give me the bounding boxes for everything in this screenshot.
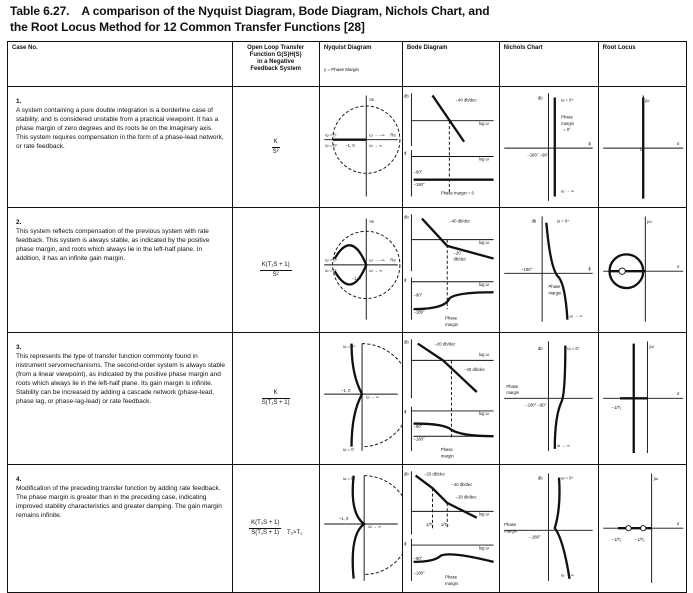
svg-text:db: db [403, 339, 409, 345]
svg-text:ω → ∞: ω → ∞ [369, 268, 383, 274]
svg-text:Phase: Phase [503, 522, 516, 528]
header-case: Case No. [8, 42, 233, 87]
svg-text:1/T₁: 1/T₁ [425, 522, 434, 528]
svg-text:ω → ∞: ω → ∞ [560, 188, 574, 194]
svg-text:db: db [403, 214, 409, 220]
svg-text:ϕ: ϕ [403, 541, 407, 547]
svg-text:log ω: log ω [478, 239, 489, 245]
case-description: 2. This system reflects compensation of the previous system with rate feedback. This system is always stable, as indicated by the positive phase margin, and roots which always lie in the left-half plane. In addition, it has an infinite gain margin. [8, 208, 233, 333]
svg-text:−1/T₁: −1/T₁ [611, 405, 622, 411]
svg-text:ω = 0⁺: ω = 0⁺ [560, 97, 574, 103]
svg-text:−180° −90°: −180° −90° [524, 403, 547, 409]
svg-text:db: db [537, 95, 543, 101]
svg-text:ϕ: ϕ [403, 409, 407, 415]
svg-text:−180°: −180° [413, 182, 425, 188]
bode-diagram [402, 208, 499, 333]
svg-text:ϕ: ϕ [403, 150, 407, 156]
comparison-table [7, 41, 687, 593]
svg-text:−1, 0: −1, 0 [345, 143, 355, 149]
header-nichols: Nichols Chart [499, 42, 598, 87]
svg-text:σ: σ [676, 391, 680, 397]
svg-text:Phase: Phase [505, 384, 518, 390]
svg-text:jω: jω [653, 475, 658, 481]
svg-text:−1/T₁: −1/T₁ [611, 536, 622, 542]
caption-line-1: A comparison of the Nyquist Diagram, Bode Diagram, Nichols Chart, and [81, 4, 490, 18]
case-description: 1. A system containing a pure double integration is a borderline case of stability, and is considered unstable from a practical viewpoint. It has a phase margin of zero degrees and its roots lie on the imaginary axis. This system requires compensation in the form of a phase-lead network, or rate feedback. [8, 87, 233, 208]
header-bode: Bode Diagram [402, 42, 499, 87]
transfer-function: $\frac{K}{\text{S²}}$ [232, 87, 319, 208]
nichols-chart [499, 465, 598, 593]
svg-text:Phase: Phase [444, 574, 457, 580]
svg-text:ω → ∞: ω → ∞ [560, 572, 574, 578]
svg-text:ω → ∞: ω → ∞ [366, 394, 379, 400]
svg-text:−180°: −180° [413, 309, 425, 315]
nyquist-diagram [319, 333, 402, 465]
svg-text:−90°: −90° [413, 555, 423, 561]
svg-text:−1/T₂: −1/T₂ [634, 536, 645, 542]
svg-text:ω → ∞: ω → ∞ [368, 524, 381, 530]
svg-text:ω → −∞: ω → −∞ [369, 257, 385, 263]
svg-text:jω: jω [644, 97, 650, 103]
svg-text:−20 db/dec: −20 db/dec [434, 342, 456, 348]
svg-text:log ω: log ω [478, 156, 489, 162]
svg-text:margin: margin [444, 581, 458, 587]
transfer-function: $\frac{\text{K(T₂S + 1)}}{\text{S(T₁S + 1)}}$ T₂>T₁ [232, 465, 319, 593]
svg-text:ω = 0⁺: ω = 0⁺ [342, 475, 356, 481]
nyquist-diagram [319, 208, 402, 333]
svg-text:−20 db/dec: −20 db/dec [423, 471, 445, 477]
svg-text:log ω: log ω [478, 352, 489, 358]
svg-text:jω: jω [647, 218, 652, 224]
svg-text:−40 db/dec: −40 db/dec [463, 367, 485, 373]
svg-text:σ: σ [676, 140, 680, 146]
table-row [8, 465, 687, 593]
root-locus [598, 208, 686, 333]
svg-text:db: db [531, 218, 536, 224]
svg-text:log ω: log ω [478, 411, 489, 417]
header-transfer-function: Open Loop Transfer Function G(S)H(S) in a Negative Feedback System [232, 42, 319, 87]
table-row [8, 333, 687, 465]
table-row [8, 208, 687, 333]
svg-text:margin: margin [505, 390, 519, 396]
svg-text:Re: Re [390, 257, 396, 263]
svg-text:−20: −20 [453, 250, 461, 256]
svg-text:σ: σ [676, 521, 680, 527]
svg-text:ω = 0⁺: ω = 0⁺ [325, 257, 338, 263]
nyquist-diagram [319, 87, 402, 208]
svg-text:= 0°: = 0° [562, 127, 571, 133]
root-locus [598, 333, 686, 465]
nichols-chart [499, 208, 598, 333]
svg-text:−1, 0: −1, 0 [338, 515, 349, 521]
svg-text:Im: Im [369, 96, 374, 102]
svg-text:log ω: log ω [478, 120, 489, 126]
svg-text:−180°: −180° [413, 570, 425, 576]
svg-text:db/dec: db/dec [453, 256, 466, 262]
svg-text:1/T₂: 1/T₂ [440, 522, 449, 528]
bode-diagram [402, 87, 499, 208]
svg-text:db: db [537, 346, 543, 352]
svg-text:ϕ: ϕ [403, 277, 407, 283]
svg-text:ϕ: ϕ [588, 266, 591, 272]
svg-text:0: 0 [639, 147, 643, 153]
svg-text:−180°: −180° [413, 436, 425, 442]
case-description: 3. This represents the type of transfer function commonly found in instrument servomechanisms. The second-order system is always stable (from a linear viewpoint), as indicated by the positive phase margin and roots which always lie in the left-half plane. Its gain margin is infinite. Stability can be increased by adding a cascade network (phase-lead, phase lag, or phase-lag-lead) or rate feedback. [8, 333, 233, 465]
header-nyquist-note: γ = Phase Margin [323, 67, 359, 72]
svg-text:Im: Im [369, 218, 374, 224]
svg-text:−40 db/dec: −40 db/dec [449, 218, 471, 224]
svg-text:log ω: log ω [478, 511, 489, 517]
root-locus [598, 465, 686, 593]
svg-text:ω → ∞: ω → ∞ [369, 143, 383, 149]
svg-text:Phase margin = 0: Phase margin = 0 [440, 190, 474, 196]
svg-text:−40 db/dec: −40 db/dec [451, 482, 473, 488]
svg-text:margin: margin [440, 453, 454, 459]
transfer-function-condition: T₂>T₁ [287, 530, 303, 537]
svg-text:−40 db/dec: −40 db/dec [455, 97, 477, 103]
svg-text:log ω: log ω [478, 545, 489, 551]
svg-text:−90°: −90° [413, 292, 423, 298]
nichols-chart [499, 87, 598, 208]
svg-text:ω = 0⁻: ω = 0⁻ [325, 132, 338, 138]
svg-text:Phase: Phase [560, 114, 573, 120]
bode-diagram [402, 333, 499, 465]
svg-text:ω → −∞: ω → −∞ [369, 132, 385, 138]
table-caption [10, 3, 690, 35]
nyquist-diagram [319, 465, 402, 593]
svg-text:db: db [537, 475, 543, 481]
header-row [8, 42, 687, 87]
svg-text:ϕ: ϕ [588, 140, 591, 146]
svg-text:Phase: Phase [548, 284, 561, 290]
svg-text:−180° −90°: −180° −90° [527, 152, 549, 158]
svg-text:ω = 0⁺: ω = 0⁺ [560, 475, 574, 481]
svg-text:σ: σ [676, 264, 680, 270]
svg-text:margin: margin [444, 322, 458, 328]
svg-text:−180°: −180° [520, 267, 532, 273]
svg-text:−180°: −180° [529, 534, 541, 540]
caption-line-2: the Root Locus Method for 12 Common Transfer Functions [28] [10, 20, 365, 34]
svg-text:db: db [403, 471, 409, 477]
table-number: Table 6.27. [10, 4, 70, 18]
transfer-function: $\frac{\text{K(T₁S + 1)}}{\text{S²}}$ [232, 208, 319, 333]
table-row [8, 87, 687, 208]
svg-text:margin: margin [560, 120, 574, 126]
bode-diagram [402, 465, 499, 593]
svg-text:−20 db/dec: −20 db/dec [455, 494, 477, 500]
svg-text:Phase: Phase [440, 447, 453, 453]
svg-text:margin: margin [548, 290, 561, 296]
svg-text:ω = 0⁻: ω = 0⁻ [325, 268, 338, 274]
svg-text:ω = 0⁺: ω = 0⁺ [556, 218, 570, 224]
svg-text:ω = 0⁺: ω = 0⁺ [325, 143, 338, 149]
svg-text:−90°: −90° [413, 169, 423, 175]
header-nyquist: Nyquist Diagram γ = Phase Margin [319, 42, 402, 87]
case-description: 4. Modification of the preceding transfer function by adding rate feedback. The phase margin is greater than in the preceding case, indicating improved stability characteristics and greater damping. The gain margin remains infinite. [8, 465, 233, 593]
header-root-locus: Root Locus [598, 42, 686, 87]
root-locus [598, 87, 686, 208]
svg-text:ω → ∞: ω → ∞ [556, 443, 570, 449]
svg-text:−1, 0: −1, 0 [351, 275, 361, 281]
svg-text:ω → ∞: ω → ∞ [569, 313, 583, 319]
svg-text:Re: Re [390, 132, 396, 138]
svg-text:ω = 0⁺: ω = 0⁺ [342, 344, 356, 350]
svg-text:db: db [403, 93, 409, 99]
svg-text:ω = 0⁺: ω = 0⁺ [567, 346, 580, 352]
svg-text:margin: margin [503, 528, 517, 534]
svg-text:ω = 0⁻: ω = 0⁻ [342, 447, 356, 453]
svg-text:−90°: −90° [413, 424, 423, 430]
svg-text:log ω: log ω [478, 282, 489, 288]
svg-text:−1, 0: −1, 0 [340, 388, 351, 394]
transfer-function: $\frac{K}{\text{S(T₁S + 1)}}$ [232, 333, 319, 465]
svg-text:Phase: Phase [444, 315, 457, 321]
nichols-chart [499, 333, 598, 465]
svg-text:jω: jω [649, 344, 654, 350]
